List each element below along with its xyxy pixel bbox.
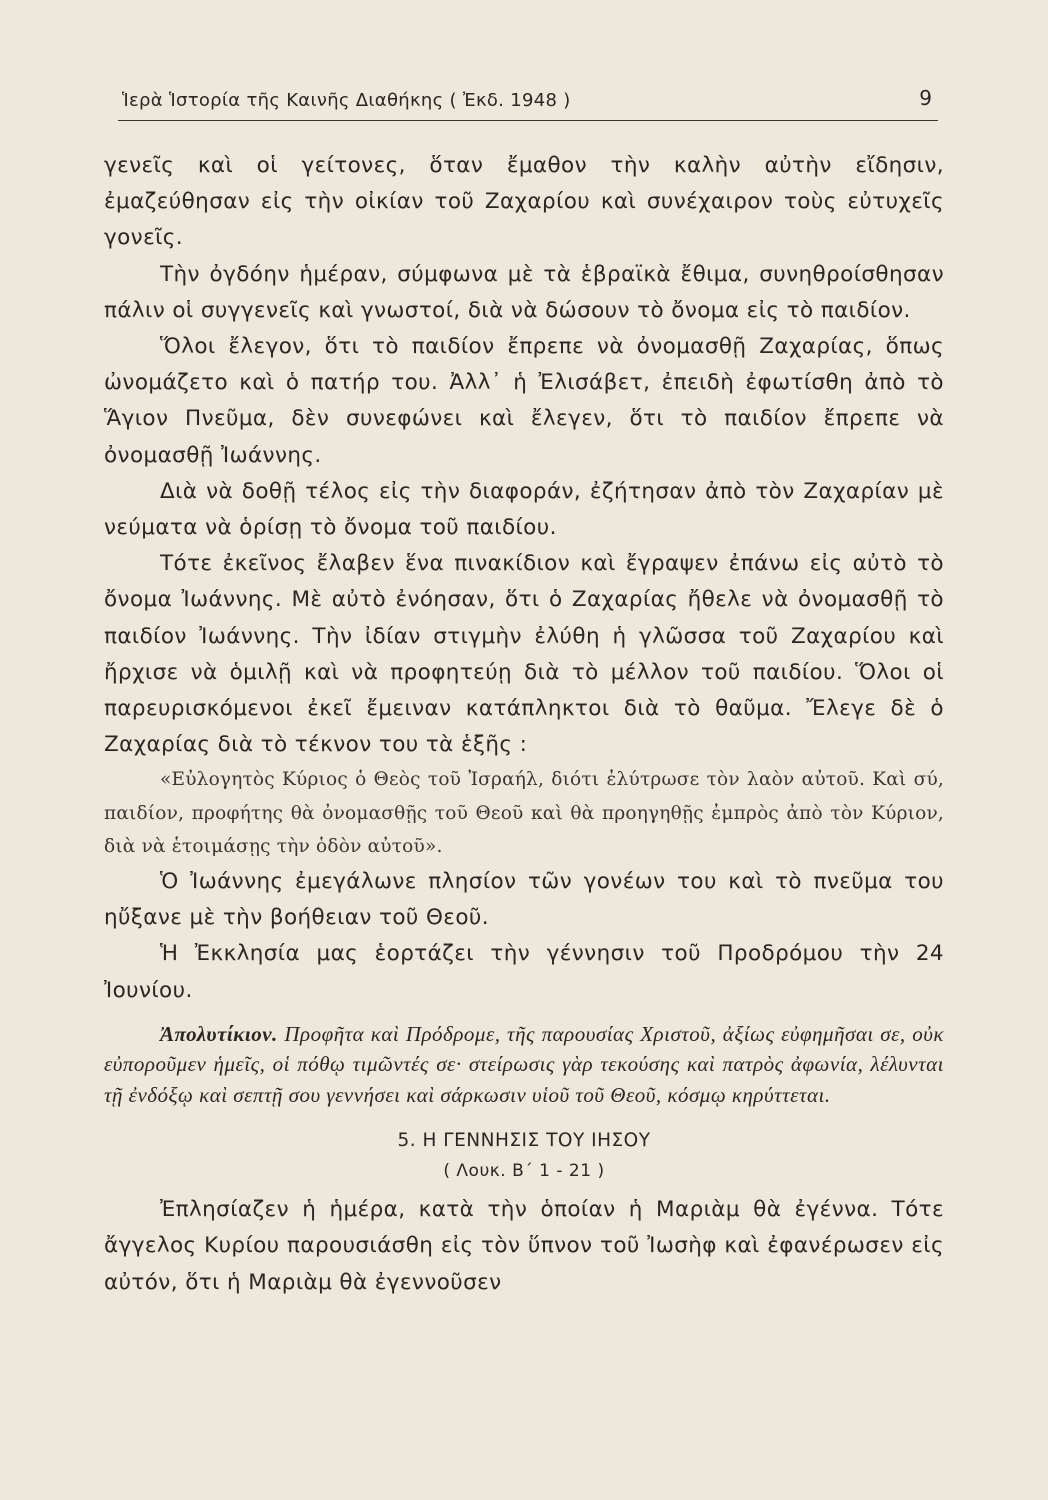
- paragraph: Ἐπλησίαζεν ἡ ἡμέρα, κατὰ τὴν ὁποίαν ἡ Μαριὰμ θὰ ἐγέννα. Τότε ἄγγελος Κυρίου παρουσιάσθη εἰς τὸν ὕπνον τοῦ Ἰωσὴφ καὶ ἐφανέρωσεν εἰς αὐτόν, ὅτι ἡ Μαριὰμ θὰ ἐγεννοῦσεν: [104, 1197, 944, 1295]
- paragraph: Τότε ἐκεῖνος ἔλαβεν ἕνα πινακίδιον καὶ ἔγραψεν ἐπάνω εἰς αὐτὸ τὸ ὄνομα Ἰωάννης. Μὲ αὐτὸ ἐνόησαν, ὅτι ὁ Ζαχαρίας ἤθελε νὰ ὀνομασθῇ τὸ παιδίον Ἰωάννης. Τὴν ἰδίαν στιγμὴν ἐλύθη ἡ γλῶσσα τοῦ Ζαχαρίου καὶ ἤρχισε νὰ ὁμιλῇ καὶ νὰ προφητεύῃ διὰ τὸ μέλλον τοῦ παιδίου. Ὅλοι οἱ παρευρισκόμενοι ἐκεῖ ἔμειναν κατάπληκτοι διὰ τὸ θαῦμα. Ἔλεγε δὲ ὁ Ζαχαρίας διὰ τὸ τέκνον του τὰ ἑξῆς :: [104, 551, 944, 758]
- section-reference: ( Λουκ. Β΄ 1 - 21 ): [443, 1161, 605, 1182]
- paragraph-continuation: γενεῖς καὶ οἱ γείτονες, ὅταν ἔμαθον τὴν καλὴν αὐτὴν εἴδησιν, ἐμαζεύθησαν εἰς τὴν οἰκίαν τοῦ Ζαχαρίου καὶ συνέχαιρον τοὺς εὐτυχεῖς γονεῖς.: [104, 153, 944, 251]
- hymn-paragraph: [104, 1019, 944, 1111]
- page-number: 9: [919, 86, 932, 110]
- page-body: [104, 148, 944, 1301]
- paragraph: Τὴν ὀγδόην ἡμέραν, σύμφωνα μὲ τὰ ἑβραϊκὰ ἔθιμα, συνηθροίσθησαν πάλιν οἱ συγγενεῖς καὶ γνωστοί, διὰ νὰ δώσουν τὸ ὄνομα εἰς τὸ παιδίον.: [104, 261, 944, 323]
- paragraph: Ἡ Ἐκκλησία μας ἑορτάζει τὴν γέννησιν τοῦ Προδρόμου τὴν 24 Ἰουνίου.: [104, 941, 944, 1003]
- section-heading: 5. Η ΓΕΝΝΗΣΙΣ ΤΟΥ ΙΗΣΟΥ: [397, 1130, 651, 1152]
- scripture-quote: «Εὐλογητὸς Κύριος ὁ Θεὸς τοῦ Ἰσραήλ, διότι ἐλύτρωσε τὸν λαὸν αὐτοῦ. Καὶ σύ, παιδίον, προφήτης θὰ ὀνομασθῇς τοῦ Θεοῦ καὶ θὰ προηγηθῇς ἐμπρὸς ἀπὸ τὸν Κύριον, διὰ νὰ ἑτοιμάσῃς τὴν ὁδὸν αὐτοῦ».: [104, 769, 944, 858]
- paragraph: Διὰ νὰ δοθῇ τέλος εἰς τὴν διαφοράν, ἐζήτησαν ἀπὸ τὸν Ζαχαρίαν μὲ νεύματα νὰ ὁρίσῃ τὸ ὄνομα τοῦ παιδίου.: [104, 478, 944, 541]
- header-title: Ἱερὰ Ἱστορία τῆς Καινῆς Διαθήκης ( Ἐκδ. 1948 ): [122, 90, 571, 111]
- paragraph: Ὁ Ἰωάννης ἐμεγάλωνε πλησίον τῶν γονέων του καὶ τὸ πνεῦμα του ηὔξανε μὲ τὴν βοήθειαν τοῦ Θεοῦ.: [104, 868, 944, 931]
- running-header: [118, 86, 938, 121]
- paragraph: Ὅλοι ἔλεγον, ὅτι τὸ παιδίον ἔπρεπε νὰ ὀνομασθῇ Ζαχαρίας, ὅπως ὠνομάζετο καὶ ὁ πατήρ του. Ἀλλ᾿ ἡ Ἐλισάβετ, ἐπειδὴ ἐφωτίσθη ἀπὸ τὸ Ἅγιον Πνεῦμα, δὲν συνεφώνει καὶ ἔλεγεν, ὅτι τὸ παιδίον ἔπρεπε νὰ ὀνομασθῇ Ἰωάννης.: [104, 334, 944, 468]
- hymn-label: Ἀπολυτίκιον.: [160, 1021, 278, 1046]
- hymn-text: Προφῆτα καὶ Πρόδρομε, τῆς παρουσίας Χριστοῦ, ἀξίως εὐφημῆσαι σε, οὐκ εὐποροῦμεν ἡμεῖς, οἱ πόθῳ τιμῶντές σε· στείρωσις γὰρ τεκούσης καὶ πατρὸς ἀφωνία, λέλυνται τῇ ἐνδόξῳ καὶ σεπτῇ σου γεννήσει καὶ σάρκωσιν υἱοῦ τοῦ Θεοῦ, κόσμῳ κηρύττεται.: [104, 1021, 944, 1107]
